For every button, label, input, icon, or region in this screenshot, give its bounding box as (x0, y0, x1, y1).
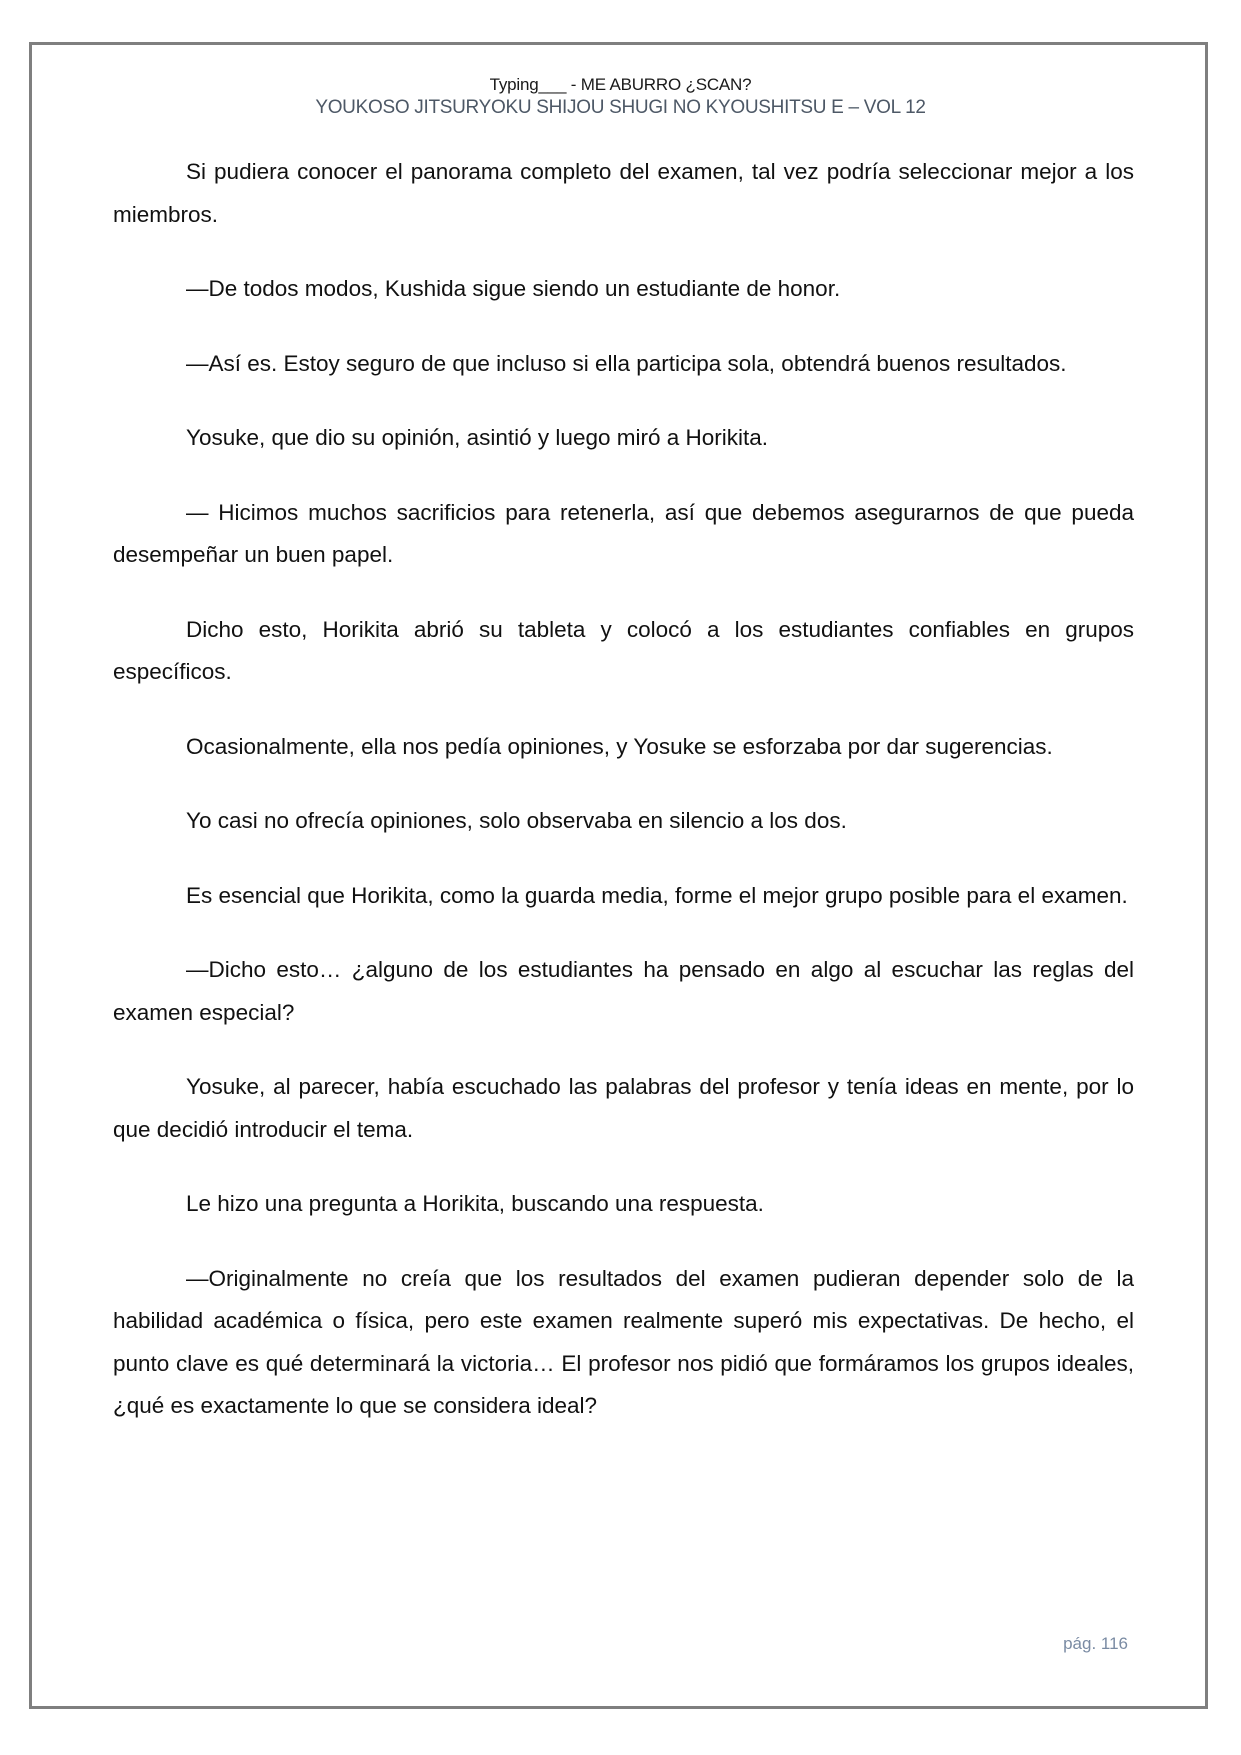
paragraph: Ocasionalmente, ella nos pedía opiniones, y Yosuke se esforzaba por dar sugerencias. (186, 733, 1053, 759)
paragraph: —Originalmente no creía que los resultados del examen pudieran depender solo de la habilidad académica o física, pero este examen realmente superó mis expectativas. De hecho, el punto clave es qué determinará la victoria… El profesor nos pidió que formáramos los grupos ideales, ¿qué es exactamente lo que se considera ideal? (113, 1265, 1134, 1418)
paragraph: —Así es. Estoy seguro de que incluso si ella participa sola, obtendrá buenos resultados. (186, 350, 1067, 376)
paragraph: — Hicimos muchos sacrificios para retenerla, así que debemos asegurarnos de que pueda desempeñar un buen papel. (113, 499, 1134, 567)
paragraph: Dicho esto, Horikita abrió su tableta y colocó a los estudiantes confiables en grupos específicos. (113, 616, 1134, 684)
paragraph: —Dicho esto… ¿alguno de los estudiantes ha pensado en algo al escuchar las reglas del examen especial? (113, 957, 1134, 1025)
page-header (0, 74, 1241, 120)
header-book-title: YOUKOSO JITSURYOKU SHIJOU SHUGI NO KYOUSHITSU E – VOL 12 (315, 97, 926, 118)
paragraph: Yosuke, al parecer, había escuchado las palabras del profesor y tenía ideas en mente, por lo que decidió introducir el tema. (113, 1074, 1134, 1142)
paragraph: Si pudiera conocer el panorama completo del examen, tal vez podría seleccionar mejor a los miembros. (113, 159, 1134, 227)
paragraph: Es esencial que Horikita, como la guarda media, forme el mejor grupo posible para el examen. (186, 882, 1128, 908)
paragraph: Yo casi no ofrecía opiniones, solo observaba en silencio a los dos. (186, 808, 847, 833)
header-credit: Typing___ - ME ABURRO ¿SCAN? (489, 75, 752, 94)
paragraph: —De todos modos, Kushida sigue siendo un estudiante de honor. (186, 276, 841, 301)
paragraph: Yosuke, que dio su opinión, asintió y luego miró a Horikita. (186, 425, 769, 450)
page-body (113, 151, 1134, 1460)
paragraph: Le hizo una pregunta a Horikita, buscando una respuesta. (186, 1191, 764, 1216)
page-number: pág. 116 (1063, 1634, 1128, 1653)
